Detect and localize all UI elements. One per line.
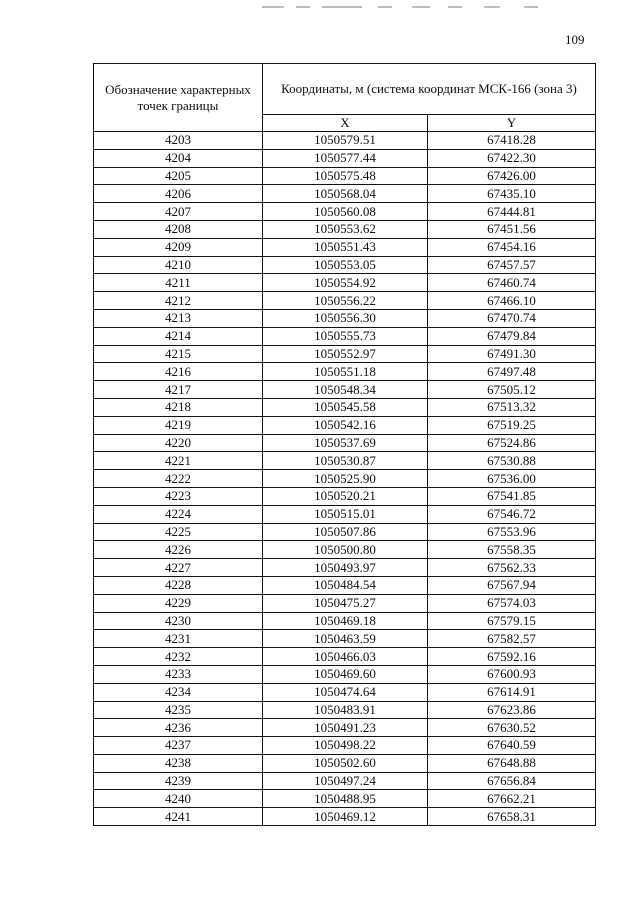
table-row	[94, 345, 596, 363]
table-row	[94, 256, 596, 274]
point-cell: 4225	[94, 523, 263, 541]
point-cell: 4219	[94, 416, 263, 434]
point-cell: 4209	[94, 238, 263, 256]
y-cell: 67418.28	[428, 132, 596, 150]
table-row	[94, 772, 596, 790]
point-cell: 4206	[94, 185, 263, 203]
y-cell: 67457.57	[428, 256, 596, 274]
table-row	[94, 309, 596, 327]
point-cell: 4226	[94, 541, 263, 559]
point-cell: 4224	[94, 505, 263, 523]
point-cell: 4210	[94, 256, 263, 274]
table-row	[94, 612, 596, 630]
point-cell: 4217	[94, 381, 263, 399]
y-cell: 67658.31	[428, 808, 596, 826]
y-cell: 67546.72	[428, 505, 596, 523]
y-cell: 67541.85	[428, 487, 596, 505]
table-body	[94, 132, 596, 826]
coordinates-table	[93, 63, 596, 826]
x-cell: 1050553.05	[263, 256, 428, 274]
table-row	[94, 238, 596, 256]
x-cell: 1050500.80	[263, 541, 428, 559]
point-cell: 4234	[94, 683, 263, 701]
y-cell: 67623.86	[428, 701, 596, 719]
point-cell: 4205	[94, 167, 263, 185]
table-row	[94, 576, 596, 594]
y-cell: 67505.12	[428, 381, 596, 399]
point-cell: 4215	[94, 345, 263, 363]
table-row	[94, 523, 596, 541]
x-cell: 1050498.22	[263, 737, 428, 755]
scan-artifact-marks	[262, 6, 562, 10]
point-column-header: Обозначение характерных точек границы	[94, 64, 263, 132]
y-cell: 67454.16	[428, 238, 596, 256]
point-cell: 4212	[94, 292, 263, 310]
x-cell: 1050551.18	[263, 363, 428, 381]
x-cell: 1050466.03	[263, 648, 428, 666]
table-row	[94, 149, 596, 167]
y-cell: 67553.96	[428, 523, 596, 541]
point-cell: 4223	[94, 487, 263, 505]
table-row	[94, 701, 596, 719]
x-cell: 1050525.90	[263, 470, 428, 488]
x-cell: 1050488.95	[263, 790, 428, 808]
x-column-header: X	[263, 115, 428, 132]
point-cell: 4227	[94, 559, 263, 577]
table-row	[94, 541, 596, 559]
y-cell: 67497.48	[428, 363, 596, 381]
y-cell: 67513.32	[428, 398, 596, 416]
x-cell: 1050568.04	[263, 185, 428, 203]
point-cell: 4241	[94, 808, 263, 826]
y-cell: 67470.74	[428, 309, 596, 327]
y-cell: 67648.88	[428, 754, 596, 772]
table-row	[94, 416, 596, 434]
point-cell: 4237	[94, 737, 263, 755]
table-row	[94, 594, 596, 612]
table-row	[94, 363, 596, 381]
x-cell: 1050577.44	[263, 149, 428, 167]
y-cell: 67460.74	[428, 274, 596, 292]
x-cell: 1050579.51	[263, 132, 428, 150]
table-row	[94, 790, 596, 808]
table-row	[94, 719, 596, 737]
point-cell: 4230	[94, 612, 263, 630]
x-cell: 1050502.60	[263, 754, 428, 772]
point-cell: 4239	[94, 772, 263, 790]
y-cell: 67582.57	[428, 630, 596, 648]
x-cell: 1050469.60	[263, 665, 428, 683]
x-cell: 1050484.54	[263, 576, 428, 594]
y-cell: 67435.10	[428, 185, 596, 203]
table-row	[94, 452, 596, 470]
y-cell: 67536.00	[428, 470, 596, 488]
y-cell: 67491.30	[428, 345, 596, 363]
x-cell: 1050497.24	[263, 772, 428, 790]
y-cell: 67579.15	[428, 612, 596, 630]
y-cell: 67592.16	[428, 648, 596, 666]
x-cell: 1050555.73	[263, 327, 428, 345]
point-cell: 4214	[94, 327, 263, 345]
x-cell: 1050463.59	[263, 630, 428, 648]
x-cell: 1050469.12	[263, 808, 428, 826]
point-cell: 4207	[94, 203, 263, 221]
y-cell: 67574.03	[428, 594, 596, 612]
y-cell: 67466.10	[428, 292, 596, 310]
point-cell: 4221	[94, 452, 263, 470]
point-cell: 4236	[94, 719, 263, 737]
x-cell: 1050491.23	[263, 719, 428, 737]
point-cell: 4216	[94, 363, 263, 381]
x-cell: 1050537.69	[263, 434, 428, 452]
y-cell: 67519.25	[428, 416, 596, 434]
y-cell: 67662.21	[428, 790, 596, 808]
point-cell: 4204	[94, 149, 263, 167]
table-row	[94, 665, 596, 683]
page-number: 109	[565, 32, 585, 47]
table-row	[94, 737, 596, 755]
table-row	[94, 167, 596, 185]
point-cell: 4228	[94, 576, 263, 594]
x-cell: 1050474.64	[263, 683, 428, 701]
table-row	[94, 327, 596, 345]
point-cell: 4208	[94, 220, 263, 238]
point-cell: 4235	[94, 701, 263, 719]
y-cell: 67640.59	[428, 737, 596, 755]
x-cell: 1050542.16	[263, 416, 428, 434]
point-cell: 4229	[94, 594, 263, 612]
x-cell: 1050507.86	[263, 523, 428, 541]
x-cell: 1050545.58	[263, 398, 428, 416]
table-row	[94, 220, 596, 238]
y-column-header: Y	[428, 115, 596, 132]
y-cell: 67614.91	[428, 683, 596, 701]
table-row	[94, 559, 596, 577]
table-row	[94, 381, 596, 399]
table-row	[94, 398, 596, 416]
y-cell: 67451.56	[428, 220, 596, 238]
x-cell: 1050548.34	[263, 381, 428, 399]
y-cell: 67656.84	[428, 772, 596, 790]
y-cell: 67524.86	[428, 434, 596, 452]
coordinates-column-header: Координаты, м (система координат МСК-166 (зона 3)	[263, 64, 596, 115]
table-row	[94, 203, 596, 221]
x-cell: 1050551.43	[263, 238, 428, 256]
table-row	[94, 630, 596, 648]
y-cell: 67558.35	[428, 541, 596, 559]
point-cell: 4222	[94, 470, 263, 488]
table-row	[94, 132, 596, 150]
x-cell: 1050483.91	[263, 701, 428, 719]
y-cell: 67530.88	[428, 452, 596, 470]
y-cell: 67444.81	[428, 203, 596, 221]
table-row	[94, 434, 596, 452]
y-cell: 67479.84	[428, 327, 596, 345]
table-row	[94, 505, 596, 523]
table-row	[94, 487, 596, 505]
table-row	[94, 754, 596, 772]
table-row	[94, 648, 596, 666]
x-cell: 1050556.30	[263, 309, 428, 327]
y-cell: 67630.52	[428, 719, 596, 737]
x-cell: 1050475.27	[263, 594, 428, 612]
x-cell: 1050520.21	[263, 487, 428, 505]
table-row	[94, 683, 596, 701]
x-cell: 1050575.48	[263, 167, 428, 185]
x-cell: 1050493.97	[263, 559, 428, 577]
x-cell: 1050560.08	[263, 203, 428, 221]
point-cell: 4211	[94, 274, 263, 292]
x-cell: 1050552.97	[263, 345, 428, 363]
point-cell: 4203	[94, 132, 263, 150]
y-cell: 67422.30	[428, 149, 596, 167]
x-cell: 1050469.18	[263, 612, 428, 630]
point-cell: 4232	[94, 648, 263, 666]
y-cell: 67562.33	[428, 559, 596, 577]
y-cell: 67600.93	[428, 665, 596, 683]
y-cell: 67426.00	[428, 167, 596, 185]
table-row	[94, 274, 596, 292]
point-cell: 4213	[94, 309, 263, 327]
table-row	[94, 470, 596, 488]
point-cell: 4231	[94, 630, 263, 648]
x-cell: 1050530.87	[263, 452, 428, 470]
table-row	[94, 808, 596, 826]
point-cell: 4238	[94, 754, 263, 772]
x-cell: 1050515.01	[263, 505, 428, 523]
table-row	[94, 292, 596, 310]
point-cell: 4240	[94, 790, 263, 808]
point-cell: 4233	[94, 665, 263, 683]
x-cell: 1050556.22	[263, 292, 428, 310]
y-cell: 67567.94	[428, 576, 596, 594]
x-cell: 1050554.92	[263, 274, 428, 292]
point-cell: 4218	[94, 398, 263, 416]
point-cell: 4220	[94, 434, 263, 452]
x-cell: 1050553.62	[263, 220, 428, 238]
table-row	[94, 185, 596, 203]
